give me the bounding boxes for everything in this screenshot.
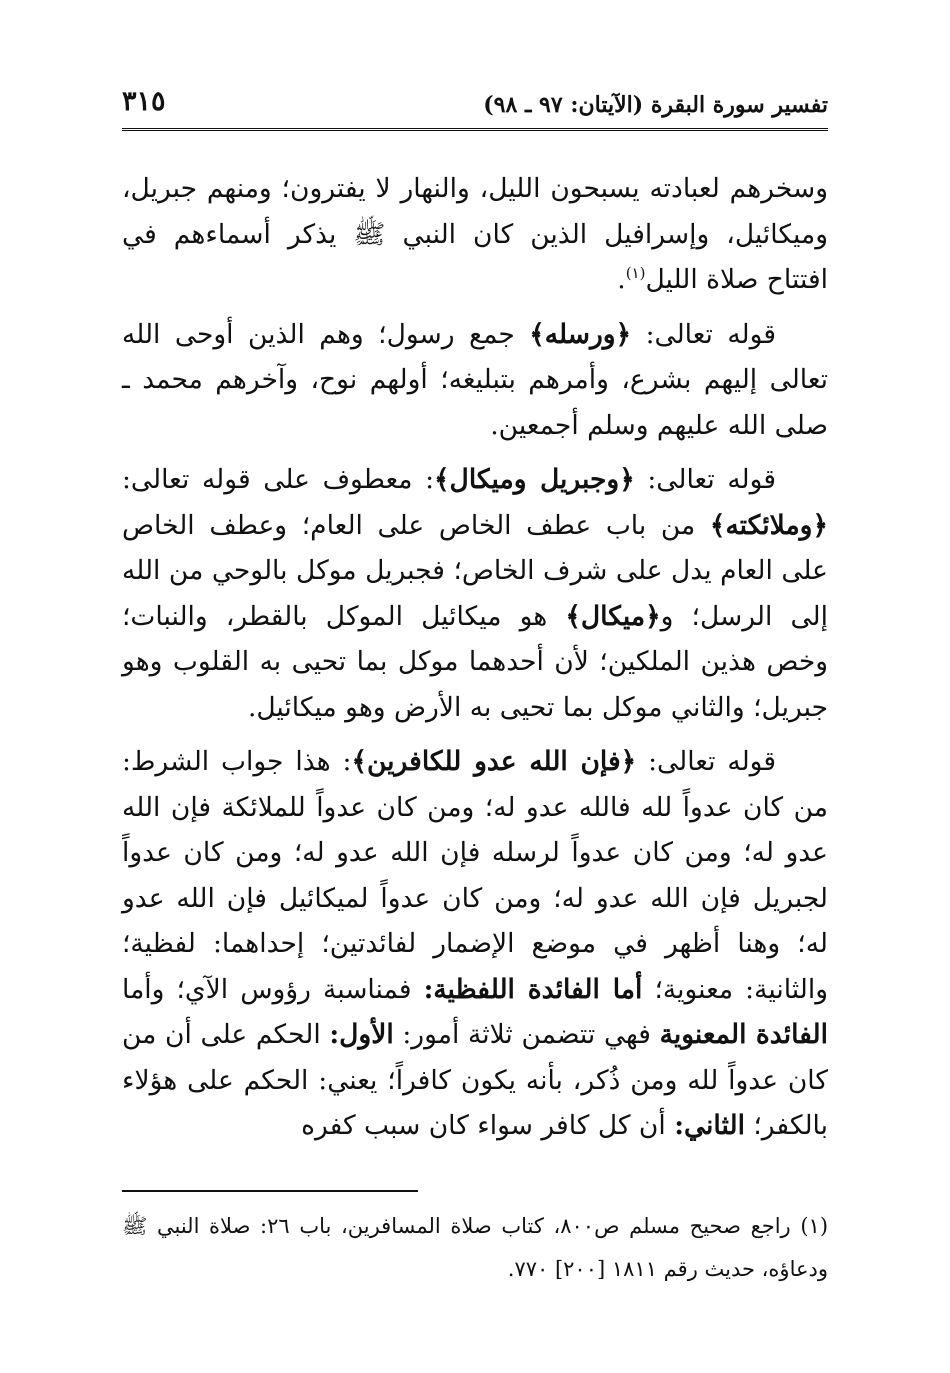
- quran-quote: ﴿ميكال﴾: [565, 600, 661, 632]
- text-run: قوله تعالى:: [634, 464, 776, 495]
- quran-quote: ﴿ورسله﴾: [529, 318, 632, 350]
- bold-term: أما الفائدة اللفظية:: [423, 973, 643, 1005]
- paragraph: [122, 457, 828, 730]
- text-run: : هذا جواب الشرط: من كان عدواً لله فالله عدو له؛ ومن كان عدواً للملائكة فإن الله عدو له؛ ومن كان عدواً لرسله فإن الله عدو له؛ ومن كان عدواً لجبريل فإن الله عدو له؛ ومن كان عدواً لميكائيل فإن الله عدو له؛ وهنا أظهر في موضع الإضمار لفائدتين؛ إحداهما: لفظية؛ والثانية: معنوية؛: [122, 746, 828, 1005]
- bold-term: الفائدة المعنوية: [659, 1019, 828, 1050]
- footnote-separator: [122, 1190, 418, 1192]
- quran-quote: ﴿وملائكته﴾: [709, 509, 828, 541]
- paragraph: [122, 166, 828, 303]
- text-run: قوله تعالى:: [636, 746, 777, 777]
- quran-quote: ﴿فإن الله عدو للكافرين﴾: [351, 746, 637, 777]
- text-run: فهي تتضمن ثلاثة أمور:: [393, 1019, 660, 1050]
- text-run: جمع رسول؛ وهم الذين أوحى الله تعالى إليهم بشرع، وأمرهم بتبليغه؛ أولهم نوح، وآخرهم محمد ـ صلى الله عليهم وسلم أجمعين.: [122, 318, 828, 441]
- text-run: فمناسبة رؤوس الآي؛ وأما: [122, 973, 424, 1005]
- running-title: تفسير سورة البقرة (الآيتان: ٩٧ ـ ٩٨): [483, 92, 828, 118]
- bold-term: الثاني:: [674, 1110, 745, 1141]
- text-run: من باب عطف الخاص على العام؛ وعطف الخاص على العام يدل على شرف الخاص؛ فجبريل موكل بالوحي من الله إلى الرسل؛ و: [122, 509, 828, 632]
- text-run: قوله تعالى:: [631, 318, 776, 350]
- page-header: [122, 88, 828, 131]
- footnotes: [122, 1205, 828, 1291]
- main-text: [122, 166, 828, 1158]
- text-run: وسخرهم لعبادته يسبحون الليل، والنهار لا يفترون؛ ومنهم جبريل، وميكائيل، وإسرافيل الذين كان النبي ﷺ يذكر أسماءهم في افتتاح صلاة الليل: [122, 173, 828, 295]
- text-run: : معطوف على قوله تعالى:: [122, 464, 435, 495]
- quran-quote: ﴿وجبريل وميكال﴾: [434, 464, 635, 495]
- text-run: الحكم على أن من كان عدواً لله ومن ذُكر، بأنه يكون كافراً؛ يعني: الحكم على هؤلاء بالكفر؛: [122, 1019, 828, 1141]
- footnote: (١) راجع صحيح مسلم ص٨٠٠، كتاب صلاة المسافرين، باب ٢٦: صلاة النبي ﷺ ودعاؤه، حديث رقم ١٨١١ [٢٠٠] ٧٧٠.: [122, 1214, 829, 1281]
- footnote-reference: (١): [625, 264, 646, 283]
- paragraph: [122, 739, 828, 1149]
- text-run: هو ميكائيل الموكل بالقطر، والنبات؛ وخص هذين الملكين؛ لأن أحدهما موكل بما تحيى به القلوب وهو جبريل؛ والثاني موكل بما تحيى به الأرض وهو ميكائيل.: [122, 600, 828, 723]
- text-run: أن كل كافر سواء كان سبب كفره: [301, 1110, 675, 1141]
- page-number: ٣١٥: [122, 86, 166, 117]
- text-run: .: [617, 264, 626, 295]
- bold-term: الأول:: [329, 1019, 394, 1050]
- paragraph: [122, 312, 828, 449]
